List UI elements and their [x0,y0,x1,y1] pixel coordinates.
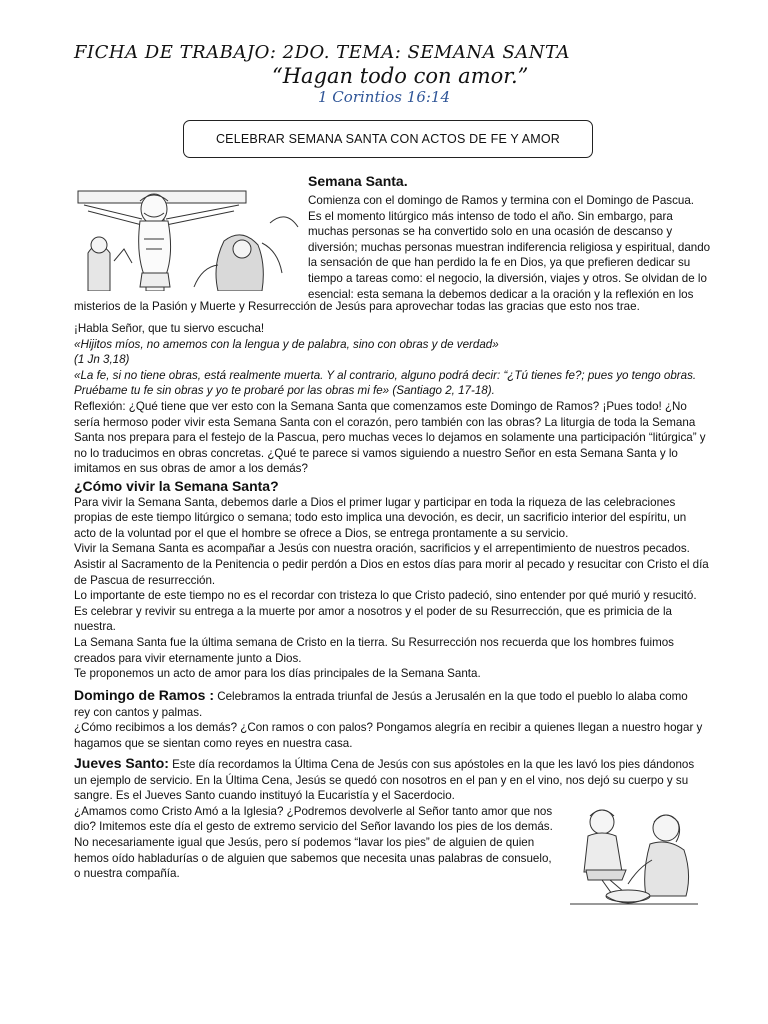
como-vivir-section [74,478,709,682]
intro-line: Es el momento litúrgico más intenso de todo el año. Sin embargo, para [308,209,673,223]
worksheet-reference: 1 Corintios 16:14 [318,88,450,106]
reflection-line: Reflexión: ¿Qué tiene que ver esto con la Semana Santa que comenzamos este Domingo de Ramos? ¡Pues todo! ¿No [74,399,687,413]
como-vivir-line: Lo importante de este tiempo no es el recordar con tristeza lo que Cristo padeció, sino entender por qué murió y resucitó. [74,589,697,603]
jueves-line: o nuestra compañía. [74,867,180,881]
domingo-line: ¿Cómo recibimos a los demás? ¿Con ramos o con palos? Pongamos alegría en recibir a quienes llegan a nuestro hogar y [74,721,703,735]
como-vivir-line: Te proponemos un acto de amor para los días principales de la Semana Santa. [74,667,481,681]
intro-line: tiempo a tareas como: el negocio, la diversión, viajes y otros. Se olvidan de lo [308,271,707,285]
scripture-citation: (1 Jn 3,18) [74,353,130,367]
worksheet-quote: “Hagan todo con amor.” [272,64,529,88]
reflection-line: no lo traducimos en obras concretas. ¿Qué te parece si vamos siguiendo a nuestro Señor en esta Semana Santa y lo [74,446,678,460]
como-vivir-line: nuestra. [74,620,116,634]
scripture-quote: «La fe, si no tiene obras, está realmente muerta. Y al contrario, alguno podrá decir: “¿Tú tienes fe?; pues yo tengo obras. [74,368,697,382]
reflection-line: sería hermoso poder vivir esta Semana Santa con el corazón, pero también con las obras? La liturgia de toda la Semana [74,415,696,429]
scripture-quote: «Hijitos míos, no amemos con la lengua y de palabra, sino con obras y de verdad» [74,337,499,351]
como-vivir-line: acto de la voluntad por el que el hombre se ofrece a Dios, se entrega prontamente a su servicio. [74,526,569,540]
domingo-line: Celebramos la entrada triunfal de Jesús a Jerusalén en la que todo el pueblo lo alaba como [214,690,688,703]
jueves-line: Este día recordamos la Última Cena de Jesús con sus apóstoles en la que les lavó los pies dándonos [168,758,695,771]
jueves-line: sangre. Es el Jueves Santo cuando instituyó la Eucaristía y el Sacerdocio. [74,789,455,803]
jueves-line: dio? Imitemos este día el gesto de extremo servicio del Señor lavando los pies de los demás. [74,820,553,834]
intro-line: Comienza con el domingo de Ramos y termina con el Domingo de Pascua. [308,194,695,207]
prayer-line: ¡Habla Señor, que tu siervo escucha! [74,322,265,335]
intro-line: misterios de la Pasión y Muerte y Resurrección de Jesús para aprovechar todas las gracias que esto nos trae. [74,300,640,313]
como-vivir-line: creados para vivir eternamente junto a Dios. [74,651,302,665]
jueves-heading: Jueves Santo: [74,755,169,771]
intro-section [308,173,711,302]
intro-continuation [74,299,700,315]
jueves-line: un ejemplo de servicio. En la Última Cena, Jesús se quedó con nosotros en el pan y en el vino, nos dejó su cuerpo y su [74,773,689,787]
como-vivir-line: Vivir la Semana Santa es acompañar a Jesús con nuestra oración, sacrificios y el arrepentimiento de nuestros pecados. [74,542,690,556]
jueves-line: ¿Amamos como Cristo Amó a la Iglesia? ¿Podremos devolverle al Señor tanto amor que nos [74,804,553,818]
como-vivir-line: Para vivir la Semana Santa, debemos darle a Dios el primer lugar y participar en toda la riqueza de las celebraciones [74,495,676,509]
intro-heading: Semana Santa. [308,173,408,189]
intro-line: la sensación de que han perdido la fe en Dios, ya que prefieren dedicar su [308,256,691,270]
intro-line: esencial: esta semana la debemos dedicar a la oración y la reflexión en los [308,287,694,301]
domingo-section [74,687,703,751]
reflection-line: imitamos en sus obras de amor a los demás? [74,462,308,476]
intro-line: muchas personas se ha convertido solo en una ocasión de descanso y [308,225,673,239]
domingo-line: hagamos que se sientan como reyes en nuestra casa. [74,736,353,750]
domingo-heading: Domingo de Ramos : [74,687,215,703]
como-vivir-line: La Semana Santa fue la última semana de Cristo en la tierra. Su Resurrección nos recuerda que los hombres fuimos [74,635,674,649]
como-vivir-line: propias de este tiempo litúrgico o semana; todo esto implica una devoción, es decir, un sacrificio interior del espíritu, un [74,511,687,525]
como-vivir-line: Es celebrar y revivir su entrega a la muerte por amor a nosotros y el poder de su Resurrección, que es primicia de la [74,604,673,618]
worksheet-title: FICHA DE TRABAJO: 2DO. TEMA: SEMANA SANTA [74,42,570,63]
foot-washing-illustration [566,800,702,908]
como-vivir-line: Asistir al Sacramento de la Penitencia o pedir perdón a Dios en estos días para morir al pecado y resucitar con Cristo el día [74,557,709,571]
title-banner: CELEBRAR SEMANA SANTA CON ACTOS DE FE Y AMOR [183,120,593,158]
jueves-line: No necesariamente igual que Jesús, pero sí podemos “lavar los pies” de alguien de quien [74,835,535,849]
jueves-line: hemos oído habladurías o de alguien que sabemos que necesita unas palabras de consuelo, [74,851,552,865]
reflection-line: Santa nos prepara para el festejo de la Pascua, pero muchas veces lo dejamos en solamente una participación “litúrgica” y [74,431,706,445]
scripture-quote: Pruébame tu fe sin obras y yo te probaré por las obras mi fe» (Santiago 2, 17-18). [74,384,495,398]
como-vivir-line: de Pascua de resurrección. [74,573,216,587]
intro-line: diversión; muchas personas muestran indiferencia religiosa y espiritual, dando [308,240,711,254]
reflection-section [74,321,706,477]
crucifixion-illustration [74,183,302,291]
como-vivir-heading: ¿Cómo vivir la Semana Santa? [74,478,279,494]
domingo-line: rey con cantos y palmas. [74,705,203,719]
